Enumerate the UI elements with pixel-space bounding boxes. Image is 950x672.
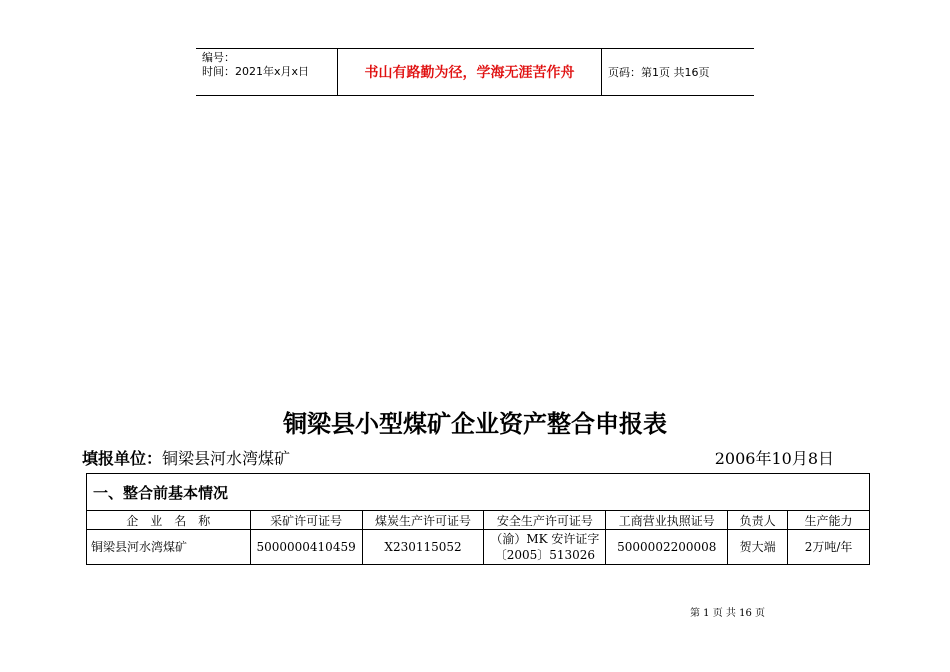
column-header: 安全生产许可证号 [484,511,606,530]
cell-coal-license: X230115052 [362,530,484,565]
header-meta [196,49,338,95]
page-header [196,48,754,96]
column-header: 工商营业执照证号 [606,511,728,530]
header-number-label: 编号： [202,51,235,64]
cell-mining-license: 5000000410459 [250,530,362,565]
column-header: 企 业 名 称 [87,511,251,530]
cell-company: 铜梁县河水湾煤矿 [87,530,251,565]
section-title: 一、整合前基本情况 [87,474,870,511]
column-header: 负责人 [728,511,788,530]
header-page-info: 页码：第1页 共16页 [608,66,710,79]
cell-business-license: 5000002200008 [606,530,728,565]
column-header: 采矿许可证号 [250,511,362,530]
cell-safety-license [484,530,606,565]
fill-unit-line [82,446,834,468]
basic-info-table [86,473,870,565]
safety-license-line-1: （渝）MK 安许证字 [490,532,600,546]
fill-unit-value: 铜梁县河水湾煤矿 [162,448,291,468]
report-date: 2006年10月8日 [714,448,834,468]
column-header: 煤炭生产许可证号 [362,511,484,530]
column-header: 生产能力 [788,511,870,530]
document-title: 铜梁县小型煤矿企业资产整合申报表 [283,410,667,438]
header-time-label: 时间：2021年x月x日 [202,65,310,78]
fill-unit-label: 填报单位： [82,448,163,468]
cell-person: 贺大端 [728,530,788,565]
header-motto: 书山有路勤为径，学海无涯苦作舟 [338,49,602,95]
cell-capacity: 2万吨/年 [788,530,870,565]
table-header-row [87,511,870,530]
fill-unit [82,446,290,469]
page-footer: 第 1 页 共 16 页 [690,608,765,619]
table-row [87,530,870,565]
safety-license-line-2: 〔2005〕513026 [494,548,596,562]
